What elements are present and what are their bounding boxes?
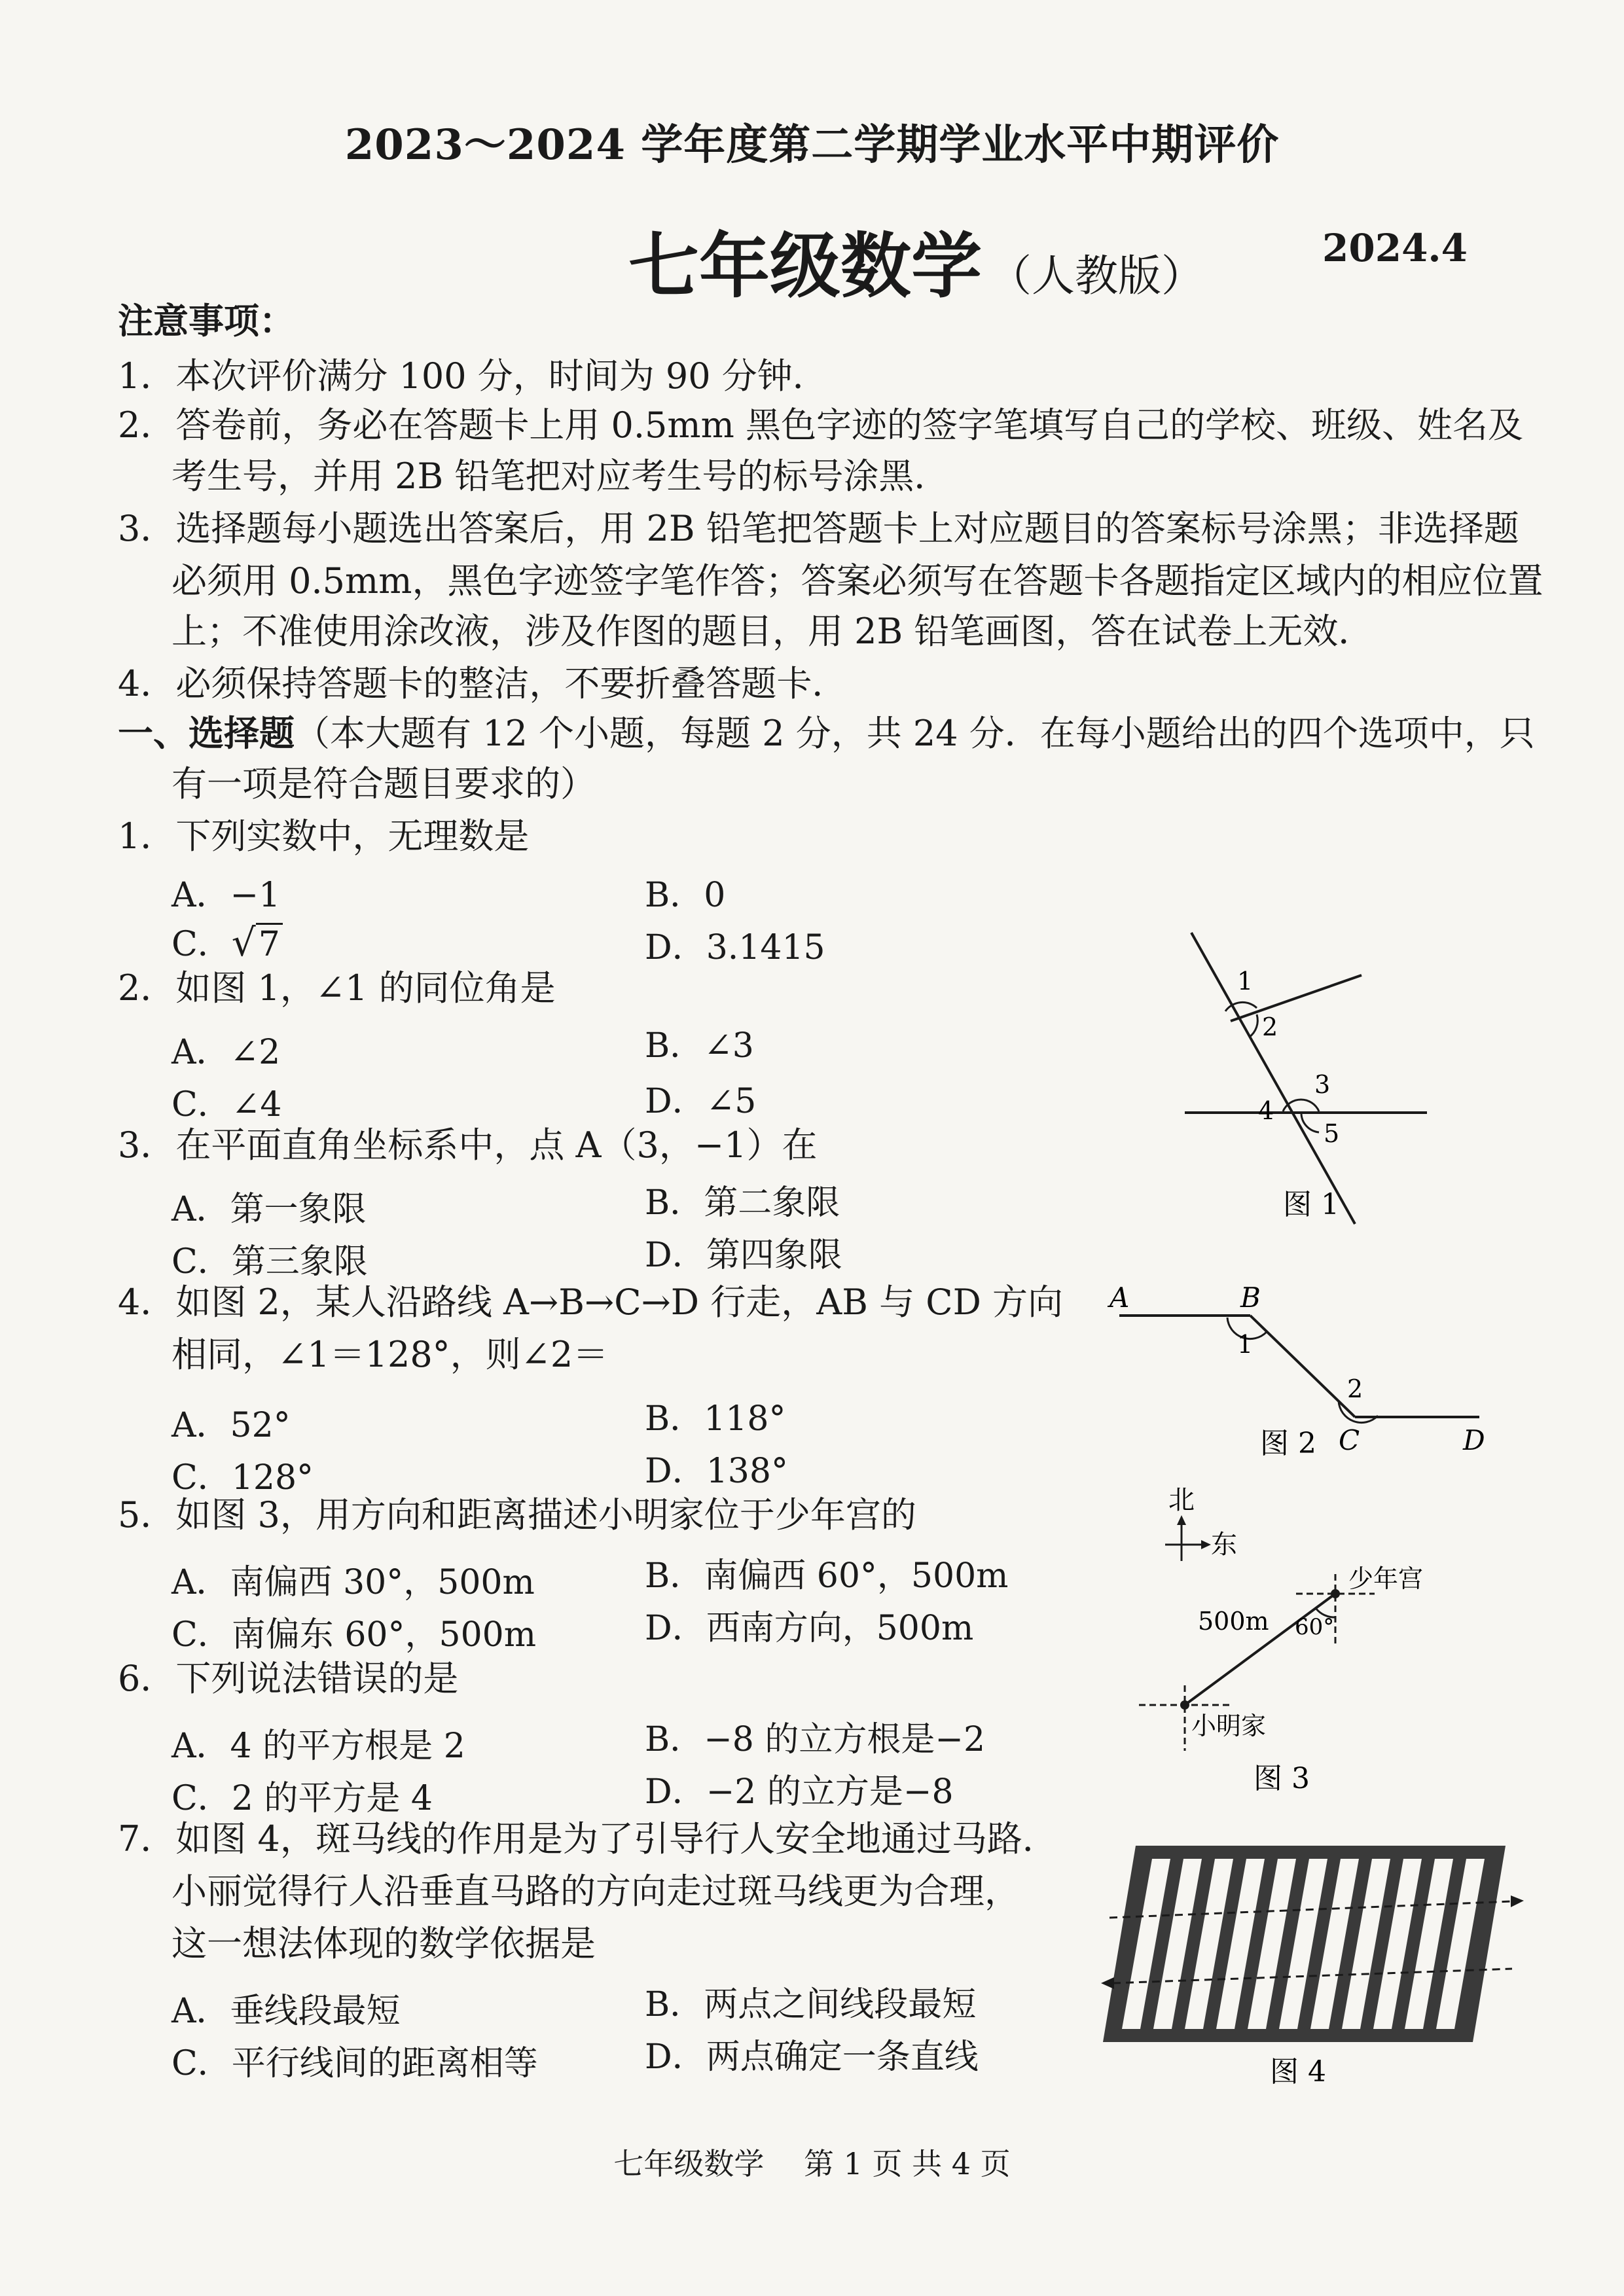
subject-name: 七年级数学 xyxy=(628,225,983,308)
fig3-caption: 图 3 xyxy=(1254,1762,1310,1795)
q4-option-c: C．128° xyxy=(171,1458,314,1498)
notice-item-3-cont1: 必须用 0.5mm，黑色字迹签字笔作答；答案必须写在答题卡各题指定区域内的相应位置 xyxy=(171,560,1543,601)
notice-item-1: 1．本次评价满分 100 分，时间为 90 分钟． xyxy=(118,355,828,397)
subject-title xyxy=(628,209,1204,311)
fig1-label-2: 2 xyxy=(1262,1013,1278,1041)
fig2-angle-2: 2 xyxy=(1347,1374,1363,1403)
figure-1 xyxy=(1165,916,1460,1244)
fig3-north: 北 xyxy=(1168,1485,1195,1515)
section-desc-cont: 有一项是符合题目要求的） xyxy=(171,763,596,804)
q7-option-c: C．平行线间的距离相等 xyxy=(171,2044,538,2083)
section-desc: （本大题有 12 个小题，每题 2 分，共 24 分．在每小题给出的四个选项中，只 xyxy=(295,713,1535,754)
exam-date: 2024.4 xyxy=(1322,226,1468,270)
q6-option-c: C．2 的平方是 4 xyxy=(171,1779,433,1818)
q3-option-d: D．第四象限 xyxy=(645,1236,842,1275)
q5-option-c: C．南偏东 60°，500m xyxy=(171,1615,537,1655)
sqrt-symbol: √ xyxy=(231,920,256,965)
q2-option-d: D．∠5 xyxy=(645,1082,757,1121)
fig2-caption: 图 2 xyxy=(1260,1427,1316,1460)
q1-option-d: D．3.1415 xyxy=(645,928,825,967)
notice-item-3: 3．选择题每小题选出答案后，用 2B 铅笔把答题卡上对应题目的答案标号涂黑；非选择题 xyxy=(118,508,1519,549)
notice-item-4: 4．必须保持答题卡的整洁，不要折叠答题卡． xyxy=(118,663,848,704)
q7-stem: 7．如图 4，斑马线的作用是为了引导行人安全地通过马路． xyxy=(118,1818,1058,1859)
fig2-point-d: D xyxy=(1463,1424,1485,1456)
edition: （人教版） xyxy=(988,251,1205,301)
q6-stem: 6．下列说法错误的是 xyxy=(118,1658,459,1699)
sqrt-radicand: 7 xyxy=(256,923,283,964)
notice-title: 注意事项： xyxy=(118,300,295,342)
fig1-label-3: 3 xyxy=(1314,1070,1331,1099)
q6-option-b: B．−8 的立方根是−2 xyxy=(645,1720,986,1759)
exam-title: 2023～2024 学年度第二学期学业水平中期评价 xyxy=(344,120,1280,170)
fig3-east: 东 xyxy=(1211,1530,1237,1560)
q2-option-c: C．∠4 xyxy=(171,1085,282,1124)
fig3-place-shaoniangong: 少年宫 xyxy=(1348,1564,1424,1593)
fig3-distance: 500m xyxy=(1198,1607,1269,1636)
notice-item-3-cont2: 上；不准使用涂改液，涉及作图的题目，用 2B 铅笔画图，答在试卷上无效． xyxy=(171,611,1374,652)
q5-option-b: B．南偏西 60°，500m xyxy=(645,1556,1009,1596)
section-title: 一、选择题 xyxy=(118,712,295,754)
q3-option-a: A．第一象限 xyxy=(171,1190,367,1229)
fig1-label-5: 5 xyxy=(1324,1119,1340,1148)
q7-option-a: A．垂线段最短 xyxy=(171,1992,401,2031)
q2-option-b: B．∠3 xyxy=(645,1026,754,1066)
fig2-point-c: C xyxy=(1339,1424,1360,1456)
q6-option-a: A．4 的平方根是 2 xyxy=(171,1727,465,1766)
q5-option-d: D．西南方向，500m xyxy=(645,1609,974,1648)
q1-option-c-prefix: C． xyxy=(171,925,232,964)
q4-stem: 4．如图 2，某人沿路线 A→B→C→D 行走，AB 与 CD 方向 xyxy=(118,1282,1064,1323)
q2-stem: 2．如图 1，∠1 的同位角是 xyxy=(118,967,556,1009)
q7-stem-cont1: 小丽觉得行人沿垂直马路的方向走过斑马线更为合理， xyxy=(171,1871,1020,1912)
fig3-place-xiaoming: 小明家 xyxy=(1191,1712,1267,1740)
q1-option-a: A．−1 xyxy=(171,876,281,915)
q4-option-a: A．52° xyxy=(171,1406,291,1445)
q5-option-a: A．南偏西 30°，500m xyxy=(171,1563,535,1602)
fig4-caption: 图 4 xyxy=(1270,2055,1326,2089)
q6-option-d: D．−2 的立方是−8 xyxy=(645,1772,954,1812)
q4-option-d: D．138° xyxy=(645,1452,788,1491)
fig2-angle-1: 1 xyxy=(1237,1330,1254,1359)
figure-2 xyxy=(1100,1266,1506,1469)
q3-option-b: B．第二象限 xyxy=(645,1183,840,1223)
q1-stem: 1．下列实数中，无理数是 xyxy=(118,816,530,857)
section-heading xyxy=(118,707,1535,760)
fig1-caption: 图 1 xyxy=(1283,1188,1339,1221)
q1-option-b: B．0 xyxy=(645,876,726,915)
q4-option-b: B．118° xyxy=(645,1399,786,1439)
q3-option-c: C．第三象限 xyxy=(171,1242,368,1282)
fig2-point-b: B xyxy=(1240,1282,1261,1314)
q7-option-b: B．两点之间线段最短 xyxy=(645,1985,977,2024)
fig2-point-a: A xyxy=(1110,1282,1130,1314)
fig3-angle: 60° xyxy=(1295,1614,1335,1640)
figure-3 xyxy=(1113,1469,1479,1810)
q4-stem-cont: 相同，∠1＝128°，则∠2＝ xyxy=(171,1334,609,1375)
fig1-label-1: 1 xyxy=(1237,967,1254,996)
q5-stem: 5．如图 3，用方向和距离描述小明家位于少年宫的 xyxy=(118,1494,916,1535)
notice-item-2: 2．答卷前，务必在答题卡上用 0.5mm 黑色字迹的签字笔填写自己的学校、班级、姓名及 xyxy=(118,404,1523,446)
q3-stem: 3．在平面直角坐标系中，点 A（3，−1）在 xyxy=(118,1124,818,1166)
fig1-label-4: 4 xyxy=(1258,1096,1274,1125)
figure-4 xyxy=(1087,1820,1532,2094)
q7-stem-cont2: 这一想法体现的数学依据是 xyxy=(171,1923,596,1964)
notice-item-2-cont: 考生号，并用 2B 铅笔把对应考生号的标号涂黑． xyxy=(171,456,950,497)
q7-option-d: D．两点确定一条直线 xyxy=(645,2037,979,2077)
page-footer: 七年级数学 第 1 页 共 4 页 xyxy=(613,2146,1011,2181)
q2-option-a: A．∠2 xyxy=(171,1033,281,1072)
q1-option-c xyxy=(171,916,283,965)
